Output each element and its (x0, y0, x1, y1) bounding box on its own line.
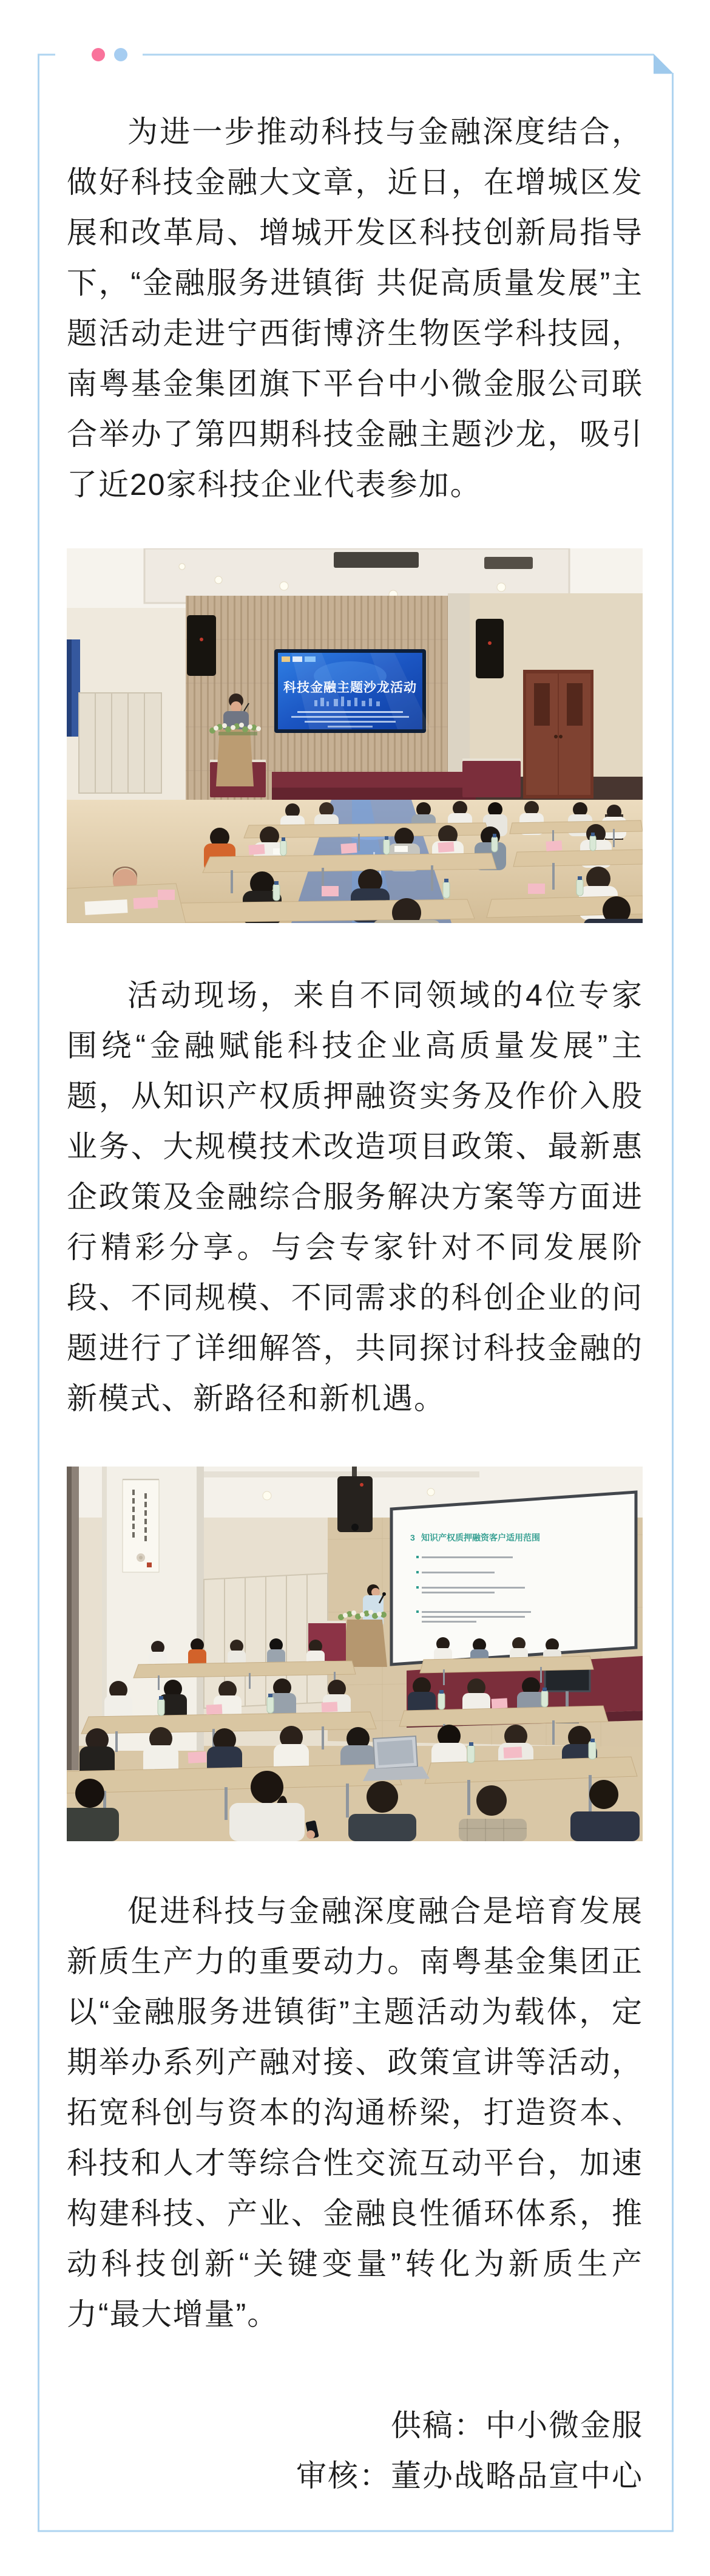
screen-logo-icon (282, 656, 290, 662)
paragraph-1: 为进一步推动科技与金融深度结合，做好科技金融大文章，近日，在增城区发展和改革局、增城开发区科技创新局指导下，“金融服务进镇街 共促高质量发展”主题活动走进宁西街博济生物医学科技园，南粤基金集团旗下平台中小微金服公司联合举办了第四期科技金融主题沙龙，吸引了近20家科技企业代表参加。 (67, 115, 643, 502)
seal-stamp-icon (147, 1562, 152, 1567)
projection-screen (391, 1492, 636, 1665)
byline-contributor: 供稿：中小微金服 (391, 2408, 643, 2442)
conference-photo-1-illustration (67, 548, 643, 923)
paragraph-2: 活动现场，来自不同领域的4位专家围绕“金融赋能科技企业高质量发展”主题，从知识产权质押融资实务及作价入股业务、大规模技术改造项目政策、最新惠企政策及金融综合服务解决方案等方面进行精彩分享。与会专家针对不同发展阶段、不同规模、不同需求的科创企业的问题进行了详细解答，共同探讨科技金融的新模式、新路径和新机遇。 (67, 978, 643, 1416)
slide-number: 3 (410, 1533, 415, 1542)
screen-title: 科技金融主题沙龙活动 (283, 681, 417, 695)
folding-partition (79, 693, 161, 793)
screen-logo-icon (292, 656, 302, 662)
led-screen (274, 649, 431, 733)
projector (337, 1467, 373, 1532)
speaker-box-left (187, 615, 216, 676)
paragraph-3: 促进科技与金融深度融合是培育发展新质生产力的重要动力。南粤基金集团正以“金融服务进镇街”主题活动为载体，定期举办系列产融对接、政策宣讲等活动，拓宽科创与资本的沟通桥梁，打造资本、科技和人才等综合性交流互动平台，加速构建科技、产业、金融良性循环体系，推动科技创新“关键变量”转化为新质生产力“最大增量”。 (67, 1894, 643, 2331)
slide-title: 知识产权质押融资客户适用范围 (421, 1533, 540, 1542)
photo-1[interactable] (67, 548, 643, 923)
calligraphy-scroll (123, 1480, 159, 1572)
conference-photo-2-illustration (67, 1467, 643, 1841)
photo-2[interactable] (67, 1467, 643, 1841)
double-door (523, 670, 593, 799)
screen-logo-icon (305, 656, 316, 662)
ceiling-vent (334, 552, 419, 568)
folded-corner (654, 54, 674, 74)
speaker-box-right (476, 619, 504, 678)
byline-reviewer: 审核：董办战略品宣中心 (296, 2459, 643, 2493)
blue-dot-icon (114, 48, 127, 61)
pink-dot-icon (92, 48, 105, 61)
microphone-icon (382, 1592, 386, 1596)
byline (67, 2401, 643, 2501)
